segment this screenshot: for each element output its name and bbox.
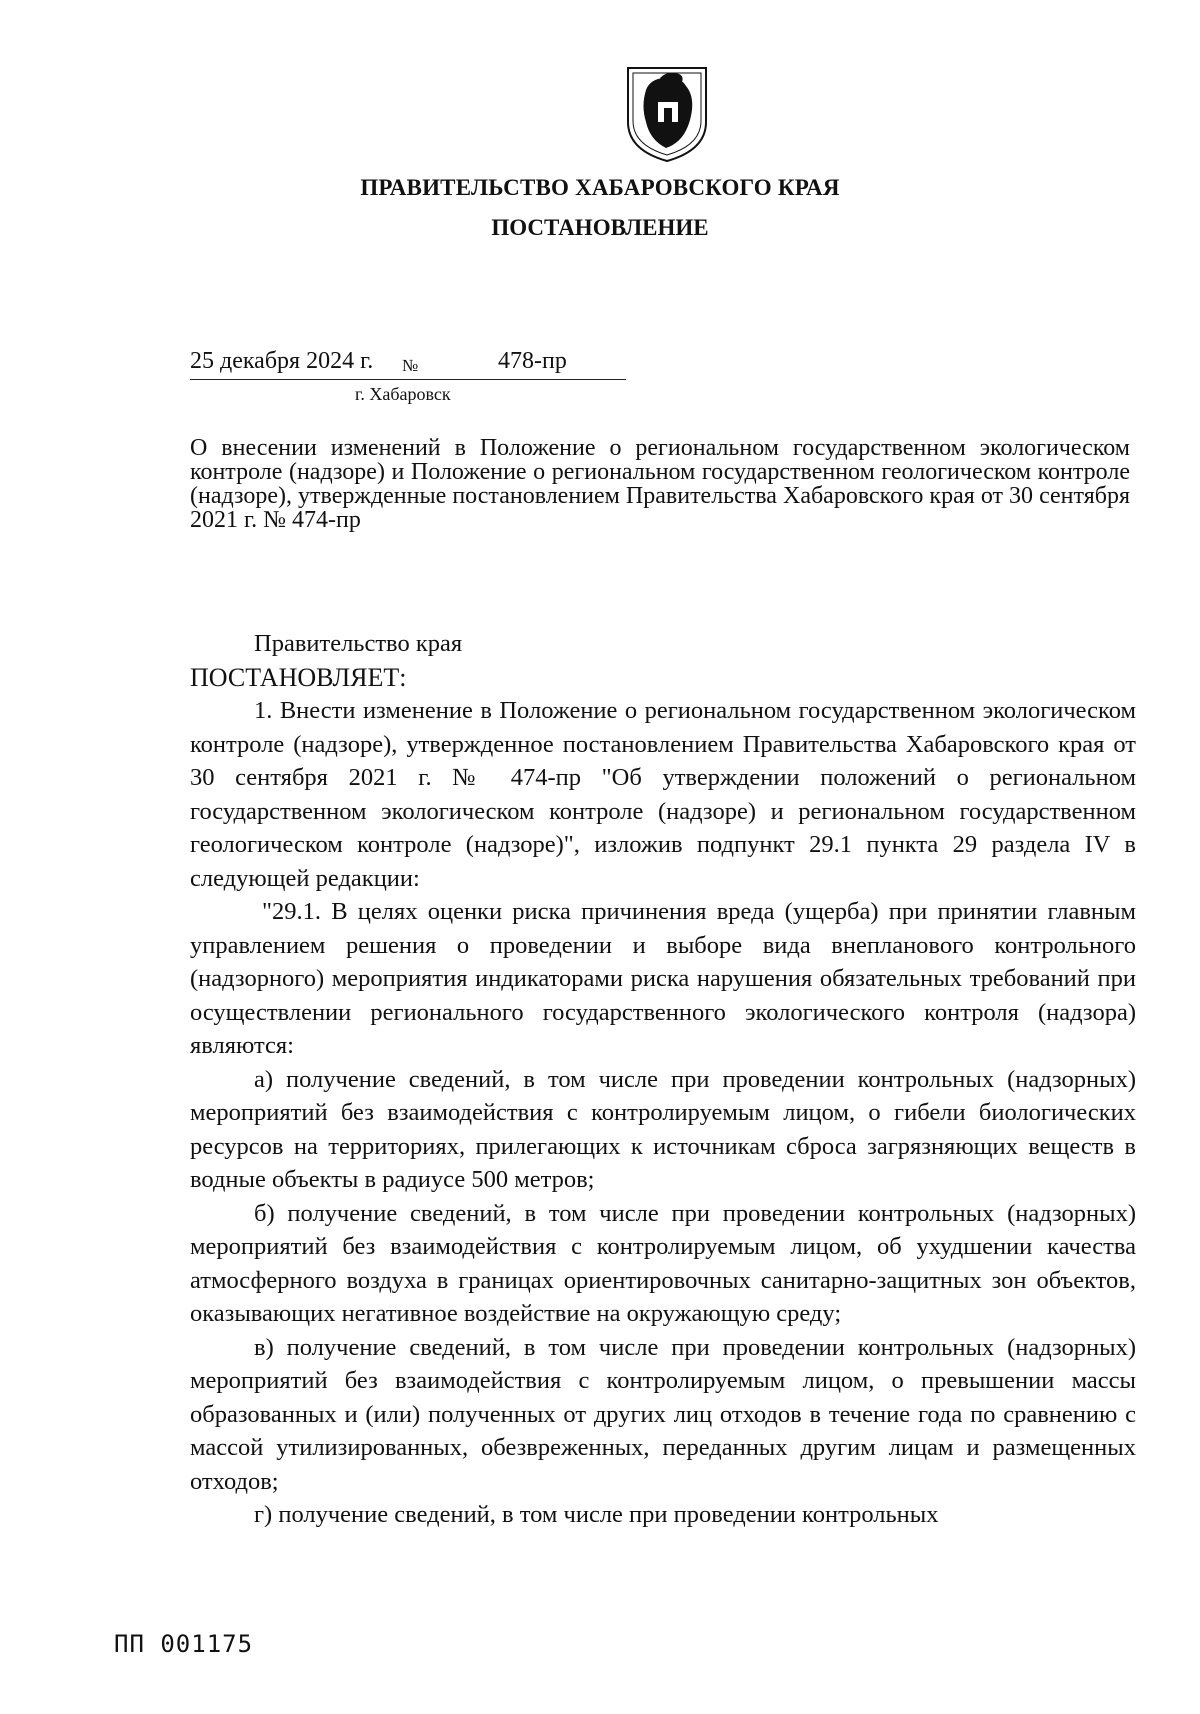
form-serial-number: ПП 001175: [114, 1630, 254, 1658]
number-label: №: [402, 356, 419, 375]
document-number: 478-пр: [498, 348, 567, 374]
paragraph-29-1: "29.1. В целях оценки риска причинения вреда (ущерба) при принятии главным управлением решения о проведении и выборе вида внепланового контрольного (надзорного) мероприятия индикаторами риска нарушения обязательных требований при осуществлении регионального государственного экологического контроля (надзора) являются:: [190, 898, 1136, 1059]
coat-of-arms-icon: [624, 64, 710, 164]
decree-word: ПОСТАНОВЛЯЕТ:: [190, 662, 407, 692]
document-body: [190, 627, 1136, 1532]
document-date: 25 декабря 2024 г.: [190, 348, 374, 374]
document-city: г. Хабаровск: [355, 384, 451, 404]
document-kind: ПОСТАНОВЛЕНИЕ: [491, 215, 709, 240]
organization-title: ПРАВИТЕЛЬСТВО ХАБАРОВСКОГО КРАЯ: [360, 175, 840, 200]
item-b: б) получение сведений, в том числе при проведении контрольных (надзорных) мероприятий без взаимодействия с контролируемым лицом, об ухудшении качества атмосферного воздуха в границах ориентировочных санитарно-защитных зон объектов, оказывающих негативное воздействие на окружающую среду;: [190, 1199, 1136, 1327]
intro-line: Правительство края: [254, 630, 463, 657]
item-v: в) получение сведений, в том числе при проведении контрольных (надзорных) мероприятий без взаимодействия с контролируемым лицом, о превышении массы образованных и (или) полученных от других лиц отходов в течение года по сравнению с массой утилизированных, обезвреженных, переданных другим лицам и размещенных отходов;: [190, 1333, 1136, 1495]
paragraph-1: 1. Внести изменение в Положение о региональном государственном экологическом контроле (надзоре), утвержденное постановлением Правительства Хабаровского края от 30 сентября 2021 г. № 474-пр "Об утверждении положений о региональном государственном экологическом контроле (надзоре) и региональном государственном геологическом контроле (надзоре)", изложив подпункт 29.1 пункта 29 раздела IV в следующей редакции:: [190, 697, 1136, 892]
document-subject: О внесении изменений в Положение о региональном государственном экологическом контроле (надзоре) и Положение о региональном государственном геологическом контроле (надзоре), утвержденные постановлением Правительства Хабаровского края от 30 сентября 2021 г. № 474-пр: [190, 435, 1130, 533]
item-a: а) получение сведений, в том числе при проведении контрольных (надзорных) мероприятий без взаимодействия с контролируемым лицом, о гибели биологических ресурсов на территориях, прилегающих к источникам сброса загрязняющих веществ в водные объекты в радиусе 500 метров;: [190, 1065, 1136, 1193]
item-g: г) получение сведений, в том числе при проведении контрольных: [254, 1501, 939, 1528]
date-number-underline: [190, 379, 626, 380]
